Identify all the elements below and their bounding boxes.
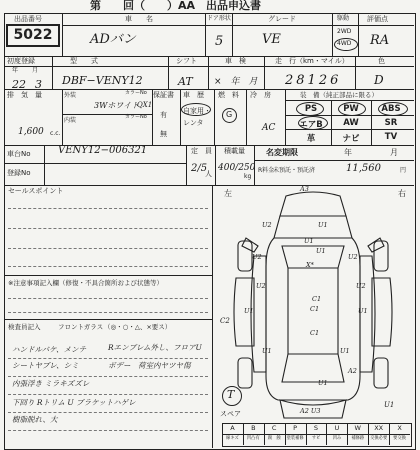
note-3: シートヤブレ、シミ xyxy=(12,361,79,370)
legend-divider xyxy=(264,423,265,445)
mark-14: U1 xyxy=(358,307,368,315)
legend-letter: XX xyxy=(374,424,384,432)
mark-17: U1 xyxy=(262,347,272,355)
legend-letter: A xyxy=(230,424,235,432)
mark-20: U1 xyxy=(318,379,328,387)
legend-letter: S xyxy=(313,424,319,432)
mark-10: U2 xyxy=(356,282,366,290)
equip-airbag: エアB xyxy=(299,120,323,130)
mileage-value: 28126 xyxy=(285,73,342,88)
recycle-amount: 11,560 xyxy=(346,163,381,174)
mark-21: A2 U3 xyxy=(300,407,321,415)
rear-window-outline xyxy=(282,354,344,382)
spare-value: T xyxy=(227,388,235,401)
equip-pw-mark xyxy=(338,102,366,116)
capacity-value: 2/5 xyxy=(191,163,208,174)
legend-letter: U xyxy=(334,424,340,432)
grade-value: VE xyxy=(262,32,281,47)
cooler-label: 冷 房 xyxy=(250,91,271,99)
legend-divider xyxy=(389,423,390,445)
displacement-value: 1,600 xyxy=(18,127,44,137)
equip-abs-mark xyxy=(378,102,408,116)
note-1: ハンドルバケ、メンテ xyxy=(12,345,86,354)
car-name-label: 車 名 xyxy=(125,15,153,23)
legend-meaning: 腐 蝕 xyxy=(267,436,281,441)
exterior-code: QX1 xyxy=(137,101,153,109)
grade-label: グレード xyxy=(268,15,296,23)
cc-label: c.c. xyxy=(50,130,61,137)
notes-label: ※注意事項記入欄（修復・不具合箇所および状態等） xyxy=(8,279,163,287)
reg-month: 3 xyxy=(35,78,42,91)
history-selected-mark xyxy=(181,103,211,116)
score-label: 評価点 xyxy=(367,15,388,23)
legend-divider xyxy=(368,423,369,445)
front-bumper-outline xyxy=(280,192,346,216)
model-code: DBF−VENY12 xyxy=(62,74,143,87)
cooler-value: AC xyxy=(262,123,276,133)
load-label: 積載量 xyxy=(224,147,245,155)
legend-divider xyxy=(306,423,307,445)
color-label: 色 xyxy=(378,57,385,65)
mark-11: C1 xyxy=(312,295,322,303)
sales-point-label: セールスポイント xyxy=(8,187,64,195)
legend-letter: X xyxy=(397,424,402,432)
mark-19: A2 xyxy=(348,367,357,375)
note-7: 樹脂脱れ、大 xyxy=(12,415,58,424)
legend-meaning: 補修跡 xyxy=(351,436,365,441)
legend-divider xyxy=(285,423,286,445)
lot-label: 出品番号 xyxy=(14,15,42,23)
chassis-value: VENY12−006321 xyxy=(58,145,148,156)
yen-label: 円 xyxy=(400,167,407,174)
diagram-right-label: 右 xyxy=(398,189,406,198)
score-value: RA xyxy=(370,33,390,48)
model-label: 型 式 xyxy=(70,57,98,65)
mark-12: C1 xyxy=(310,305,320,313)
legend-meaning: 凹み xyxy=(332,436,342,441)
fuel-label: 燃 料 xyxy=(218,91,239,99)
equipment-label: 装 備（純正部品に限る） xyxy=(300,91,378,99)
displacement-label: 排 気 量 xyxy=(7,91,42,99)
legend-letter: P xyxy=(293,424,298,432)
fuel-selected-mark xyxy=(222,108,237,123)
equip-tv: TV xyxy=(384,132,398,142)
warranty-yes: 有 xyxy=(160,111,167,119)
load-value: 400/250 xyxy=(218,163,256,173)
legend-letter: W xyxy=(354,424,361,432)
sheet-title: 第 回（ ）AA 出品申込書 xyxy=(90,0,262,12)
name-expiry-month: 月 xyxy=(390,148,398,157)
legend-meaning: 塗装補修 xyxy=(286,436,304,441)
history-label: 車 歴 xyxy=(183,91,204,99)
lot-number: 5022 xyxy=(6,24,60,47)
mark-16: C1 xyxy=(310,329,320,337)
recycle-label: R料金 xyxy=(258,167,275,174)
mark-5: U1 xyxy=(316,247,326,255)
note-4: ボデー 荷室内ヤツヤ傷 xyxy=(108,361,191,370)
car-name: ADバン xyxy=(90,32,136,47)
warranty-label: 保証書 xyxy=(153,91,174,99)
mark-8: X* xyxy=(306,261,314,269)
door-label: ドア形状 xyxy=(207,15,231,22)
ext-color-no-label: カラーNo xyxy=(125,90,147,96)
note-6: 下回り Rトリム U ブラケットハゲレ xyxy=(12,398,136,407)
shift-value: AT xyxy=(178,75,193,88)
windshield-options: （◎・○・△、×要ス） xyxy=(104,323,172,331)
mileage-label: 走 行（km・マイル） xyxy=(275,57,349,65)
chassis-label: 車台No xyxy=(7,150,31,158)
drive-selected-mark xyxy=(334,38,358,51)
windshield-label: フロントガラス xyxy=(58,323,104,331)
int-color-no-label: カラーNo xyxy=(125,114,147,120)
inspection-label: 車 検 xyxy=(225,57,246,65)
reg-no-label: 登録No xyxy=(7,169,31,177)
hood-outline xyxy=(274,216,352,238)
mark-2: U2 xyxy=(262,221,272,229)
inspector-label: 検査員記入 xyxy=(8,323,41,331)
diagram-left-label: 左 xyxy=(224,189,232,198)
warranty-no: 無 xyxy=(160,130,167,138)
mark-6: U2 xyxy=(252,253,262,261)
drive-2wd: 2WD xyxy=(337,28,352,35)
equip-ps: PS xyxy=(304,104,318,114)
drive-label: 駆動 xyxy=(337,15,350,22)
legend-meaning: サビ xyxy=(311,436,321,441)
equip-navi: ナビ xyxy=(342,134,360,144)
equip-leather: 革 xyxy=(306,134,316,144)
equip-sr: SR xyxy=(384,118,398,128)
spare-label: スペア xyxy=(220,410,241,418)
legend-letter: B xyxy=(251,424,256,432)
legend-meaning: 要交換 xyxy=(393,436,406,441)
month-label: 月 xyxy=(32,67,39,74)
year-label: 年 xyxy=(12,67,19,74)
exterior-label: 外装 xyxy=(64,92,77,99)
mark-15: C2 xyxy=(220,317,230,325)
legend-meaning: 交換必要 xyxy=(370,436,388,441)
legend-divider xyxy=(326,423,327,445)
note-2: Rエンブレム外し、フロアU xyxy=(108,343,202,352)
name-expiry-year: 年 xyxy=(344,148,352,157)
inspection-value: × 年 月 xyxy=(214,77,258,87)
note-5: 内張浮き ミラキズズレ xyxy=(12,379,90,388)
history-value: 自家用・レンタ xyxy=(183,107,211,127)
mark-1: A3 xyxy=(300,185,309,193)
capacity-unit: 人 xyxy=(205,170,212,178)
reg-year: 22 xyxy=(12,78,26,91)
mark-18: U1 xyxy=(340,347,350,355)
legend-divider xyxy=(347,423,348,445)
equip-aw: AW xyxy=(343,118,359,128)
mark-4: U1 xyxy=(304,237,314,245)
exterior-color: 3Wホワイト xyxy=(94,101,140,110)
capacity-label: 定 員 xyxy=(191,147,212,155)
fuel-value: G xyxy=(226,110,233,119)
mark-3: U1 xyxy=(318,221,328,229)
first-reg-label: 初度登録 xyxy=(7,57,35,65)
color-value: D xyxy=(374,73,384,87)
mark-7: U2 xyxy=(348,253,358,261)
equip-pw: PW xyxy=(343,104,359,114)
legend-meaning: 凹凸有 xyxy=(246,436,260,441)
equip-airbag-mark xyxy=(298,116,328,130)
mark-13: U1 xyxy=(244,307,254,315)
shift-label: シフト xyxy=(176,57,197,65)
door-value: 5 xyxy=(215,34,224,49)
interior-label: 内装 xyxy=(64,117,77,124)
recycle-status: 未預託・預託済 xyxy=(273,167,316,174)
legend-letter: C xyxy=(271,424,277,432)
mark-22: U1 xyxy=(384,401,395,409)
legend-divider xyxy=(243,423,244,445)
name-expiry-label: 名変期限 xyxy=(266,148,298,157)
legend-meaning: 線キズ xyxy=(226,436,239,441)
drive-4wd: 4WD xyxy=(337,40,352,47)
load-unit: kg xyxy=(244,173,252,180)
equip-abs: ABS xyxy=(381,104,401,114)
equip-ps-mark xyxy=(296,102,324,116)
mark-9: U2 xyxy=(256,282,266,290)
